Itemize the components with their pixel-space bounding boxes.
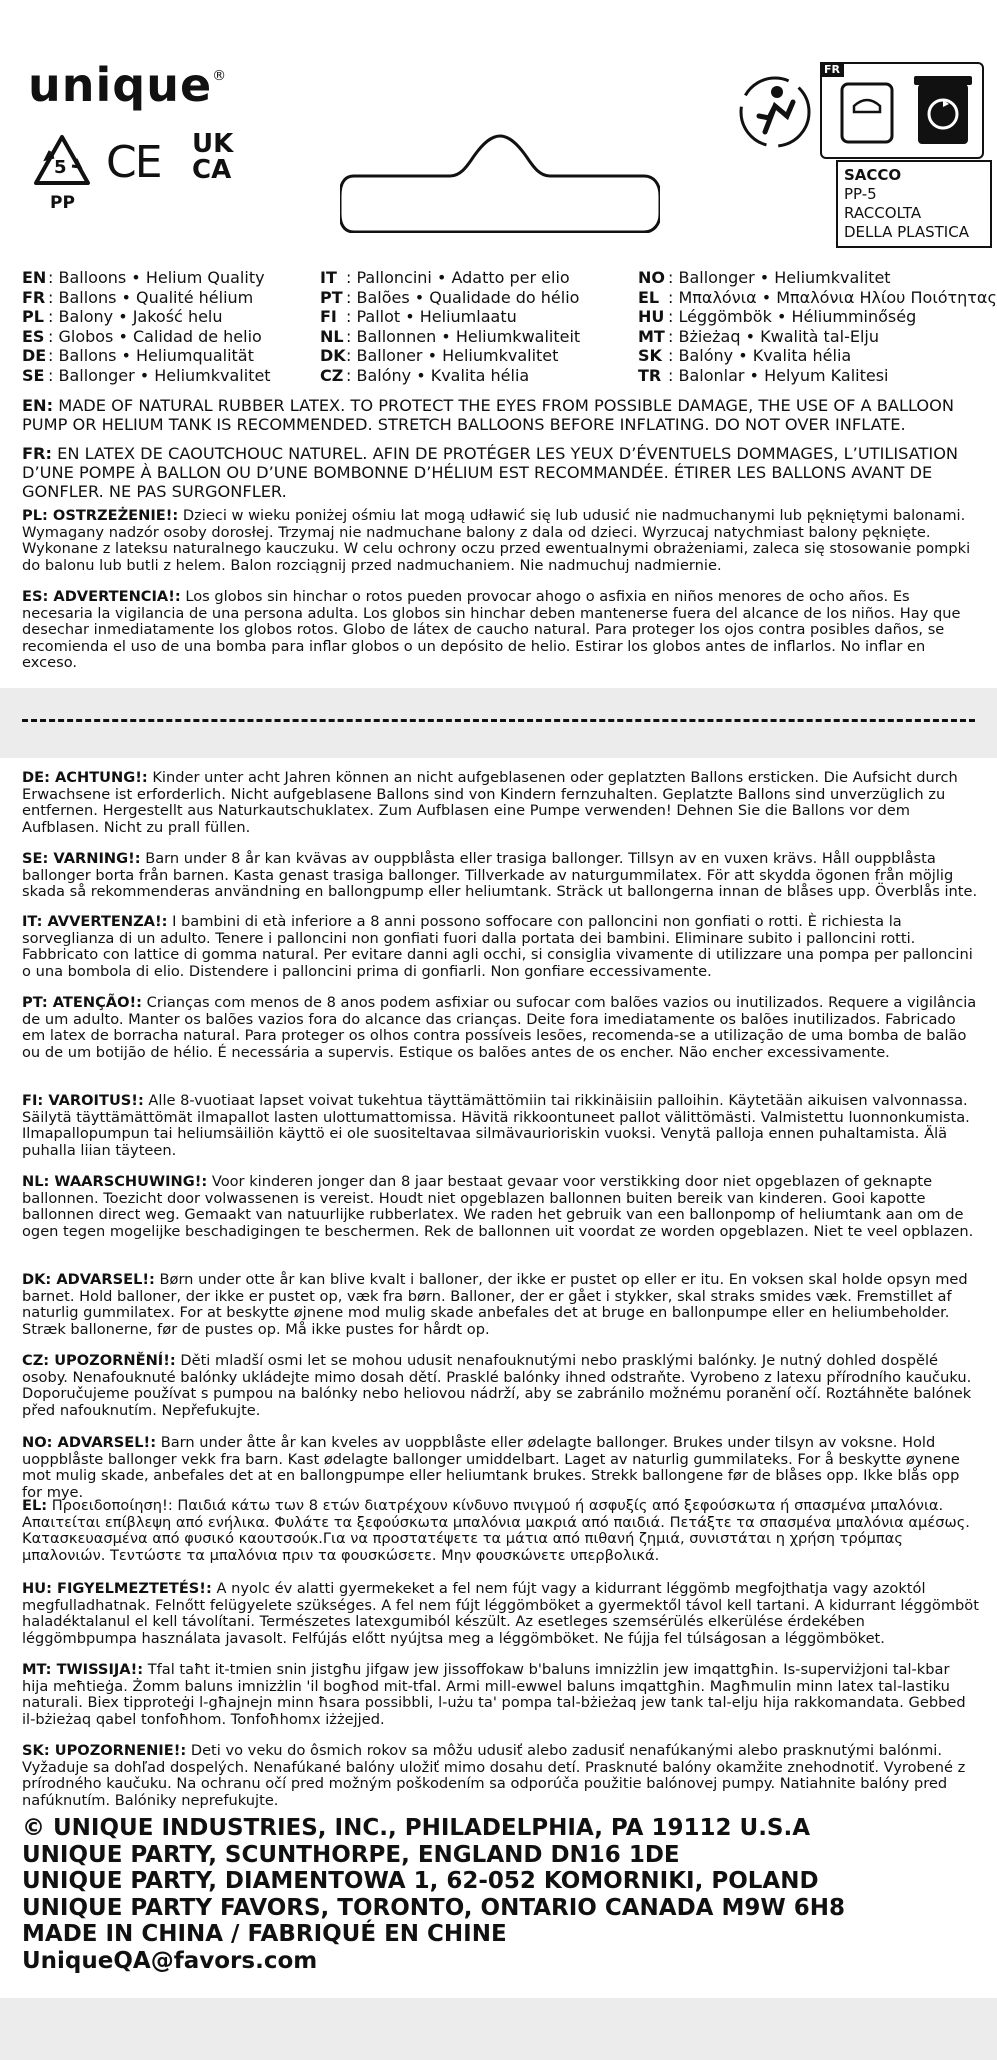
language-row: HU : Léggömbök • Héliumminőség xyxy=(638,307,917,326)
language-row: SE : Ballonger • Heliumkvalitet xyxy=(22,365,271,385)
brand-logo: unique® xyxy=(28,58,228,112)
warning-en: EN: MADE OF NATURAL RUBBER LATEX. TO PROTECT THE EYES FROM POSSIBLE DAMAGE, THE USE OF A BALLOON PUMP OR HELIUM TANK IS RECOMMENDED. STRETCH BALLOONS BEFORE INFLATING. DO NOT OVER INFLATE. xyxy=(22,396,954,434)
contact-email[interactable]: UniqueQA@favors.com xyxy=(22,1947,318,1974)
warning-hu: HU: FIGYELMEZTETÉS!: A nyolc év alatti gyermekeket a fel nem fújt vagy a kidurrant léggömb megfojthatja vagy azoktól megfulladhatnak. Felnőtt felügyelete szükséges. A fel nem fújt léggömböket a gyermektől távol kell tartani. A kidurrant léggömböt haladéktalanul el kell távolítani. Természetes latexgumiból készült. Az esetleges szemsérülés elkerülése érdekében léggömbpumpa használata javasolt. Felfújás előtt nyújtsa meg a léggömböket. Ne fújja fel túlságosan a léggömböket. xyxy=(22,1580,979,1647)
language-row: FR : Ballons • Qualité hélium xyxy=(22,287,254,307)
registered-mark: ® xyxy=(212,68,228,84)
warning-fr: FR: EN LATEX DE CAOUTCHOUC NATUREL. AFIN DE PROTÉGER LES YEUX D’ÉVENTUELS DOMMAGES, L’UTILISATION D’UNE POMPE À BALLON OU D’UNE BOMBONNE D’HÉLIUM EST RECOMMANDÉE. ÉTIRER LES BALLONS AVANT DE GONFLER. NE PAS SURGONFLER. xyxy=(22,444,959,501)
language-row: FI : Pallot • Heliumlaatu xyxy=(320,307,517,326)
warning-de: DE: ACHTUNG!: Kinder unter acht Jahren können an nicht aufgeblasenen oder geplatzten Ballons ersticken. Die Aufsicht durch Erwachsene ist erforderlich. Nicht aufgeblasene Ballons sind von Kindern fernzuhalten. Geplatzte Ballons sind unverzüglich zu entfernen. Hergestellt aus Naturkautschuklatex. Zum Aufblasen eine Pumpe verwenden! Dehnen Sie die Ballons vor dem Aufblasen. Nicht zu prall füllen. xyxy=(22,769,958,836)
warning-pt: PT: ATENÇÃO!: Crianças com menos de 8 anos podem asfixiar ou sufocar com balões vazios ou inutilizados. Requere a vigilância de um adulto. Manter os balões vazios fora do alcance das crianças. Deite fora imediatamente os balões inutilizados. Fabricado em latex de borracha natural. Para proteger os olhos contra possíveis lesões, recomenda-se a utilização de uma bomba de balão ou de um botijão de hélio. É necessária a supervis. Estique os balões antes de os encher. Não encher excessivamente. xyxy=(22,994,977,1061)
language-row: MT : Bżieżaq • Kwalità tal-Elju xyxy=(638,326,879,346)
pouch-icon xyxy=(838,80,896,146)
language-row: NO : Ballonger • Heliumkvalitet xyxy=(638,268,891,287)
warning-nl: NL: WAARSCHUWING!: Voor kinderen jonger dan 8 jaar bestaat gevaar voor verstikking door niet opgeblazen of geknapte ballonnen. Toezicht door volwassenen is vereist. Houdt niet opgeblazen ballonnen buiten bereik van kinderen. Gooi kapotte ballonnen direct weg. Gemaakt van natuurlijke rubberlatex. We raden het gebruik van een ballonpomp of heliumtank aan om de ogen tegen mogelijke beschadigingen te beschermen. Rek de ballonnen uit voordat ze worden opgeblazen. Niet te veel opblazen. xyxy=(22,1173,974,1240)
language-column xyxy=(22,268,271,385)
recycle-material: PP xyxy=(50,193,75,213)
address-line: MADE IN CHINA / FABRIQUÉ EN CHINE xyxy=(22,1921,507,1947)
language-column xyxy=(320,268,580,385)
ukca-mark: UK CA xyxy=(192,129,234,185)
language-row: PL : Balony • Jakość helu xyxy=(22,307,223,326)
language-row: PT : Balões • Qualidade do hélio xyxy=(320,287,580,307)
language-column xyxy=(638,268,997,385)
sorting-country-tag: FR xyxy=(820,62,844,77)
address-line: UNIQUE PARTY FAVORS, TORONTO, ONTARIO CANADA M9W 6H8 xyxy=(22,1894,846,1921)
address-line: UNIQUE PARTY, SCUNTHORPE, ENGLAND DN16 1DE xyxy=(22,1841,680,1868)
balloon-size-outline-icon xyxy=(340,128,660,233)
language-row: ES : Globos • Calidad de helio xyxy=(22,326,262,346)
language-row: CZ : Balóny • Kvalita hélia xyxy=(320,365,530,385)
recycle-code: 5 xyxy=(54,157,67,178)
warning-fi: FI: VAROITUS!: Alle 8-vuotiaat lapset voivat tukehtua täyttämättömiin tai rikkinäisiin palloihin. Käytetään aikuisen valvonnassa. Säilytä täyttämättömät ilmapallot lasten ulottumattomissa. Hävitä rikkoontuneet pallot välittömästi. Valmistettu luonnonkumista. Ilmapallopumpun tai heliumsäiliön käyttö ei ole suositeltavaa silmävaurioriskin vuoksi. Venytä palloja ennen puhaltamista. Älä puhalla liian täyteen. xyxy=(22,1092,970,1159)
language-row: DK: Balloner • Heliumkvalitet xyxy=(320,346,559,365)
warning-dk: DK: ADVARSEL!: Børn under otte år kan blive kvalt i balloner, der ikke er pustet op eller er itu. En voksen skal holde opsyn med barnet. Hold balloner, der ikke er pustet op, væk fra børn. Balloner, der er gået i stykker, skal straks smides væk. Fremstillet af naturlig gummilatex. For at beskytte øjnene mod mulig skade anbefales det at bruge en ballonpumpe eller en heliumbeholder. Stræk ballonerne, før de pustes op. Må ikke pustes for hårdt op. xyxy=(22,1271,968,1338)
fold-gap xyxy=(0,688,997,758)
warning-no: NO: ADVARSEL!: Barn under åtte år kan kveles av uoppblåste eller ødelagte ballonger. Brukes under tilsyn av voksne. Hold uoppblåste ballonger vekk fra barn. Kast ødelagte ballonger umiddelbart. Laget av naturlig gummilateks. For å beskytte øynene mot mulig skade, anbefales det at en ballongpumpe eller heliumtank brukes. Strekk ballongene før de blåses opp. Ikke blås opp for mye. xyxy=(22,1434,960,1501)
sorting-instructions: SACCO PP-5 RACCOLTA DELLA PLASTICA xyxy=(836,160,992,248)
address-line: UNIQUE PARTY, DIAMENTOWA 1, 62-052 KOMORNIKI, POLAND xyxy=(22,1868,819,1894)
ce-mark: CE xyxy=(106,137,161,188)
sorting-box xyxy=(820,62,984,159)
language-row: EN : Balloons • Helium Quality xyxy=(22,268,265,287)
language-row: NL : Ballonnen • Heliumkwaliteit xyxy=(320,326,581,346)
warning-it: IT: AVVERTENZA!: I bambini di età inferiore a 8 anni possono soffocare con palloncini non gonfiati o rotti. È richiesta la sorveglianza di un adulto. Tenere i palloncini non gonfiati fuori dalla portata dei bambini. Eliminare subito i palloncini rotti. Fabbricato con lattice di gomma natural. Per evitare danni agli occhi, si consiglia vivamente di utilizzare una pompa per palloncini o una bombola di elio. Distendere i palloncini prima di gonfiarli. Non gonfiare eccessivamente. xyxy=(22,913,973,980)
language-row: TR : Balonlar • Helyum Kalitesi xyxy=(638,365,889,385)
language-row: IT : Palloncini • Adatto per elio xyxy=(320,268,570,287)
cut-line xyxy=(22,719,975,722)
footer-strip xyxy=(0,1998,997,2060)
label-top-panel xyxy=(0,0,997,688)
warning-pl: PL: OSTRZEŻENIE!: Dzieci w wieku poniżej ośmiu lat mogą udławić się lub udusić nie nadmuchanymi lub pękniętymi balonami. Wymagany nadzór osoby dorosłej. Trzymaj nie nadmuchane balony z dala od dzieci. Wyrzucaj natychmiast balony pęknięte. Wykonane z lateksu naturalnego kauczuku. W celu ochrony oczu przed ewentualnymi obrażeniami, zaleca się stosowanie pompki do balonu lub butli z helem. Balon rozciągnij przed nadmuchaniem. Nie nadmuchuj nadmiernie. xyxy=(22,507,971,574)
recycling-bin-icon xyxy=(912,70,974,148)
address-line: © UNIQUE INDUSTRIES, INC., PHILADELPHIA, PA 19112 U.S.A xyxy=(22,1815,811,1841)
language-row: EL : Μπαλόνια • Μπαλόνια Ηλίου Ποιότητας xyxy=(638,287,997,307)
language-row: SK : Balóny • Kvalita hélia xyxy=(638,346,852,365)
warning-mt: MT: TWISSIJA!: Tfal taħt it-tmien snin jistgħu jifgaw jew jissoffokaw b'baluns imnizżlin jew imqattgħin. Is-superviżjoni tal-kbar hija meħtieġa. Żomm baluns imnizżlin 'il bogħod mit-tfal. Armi mill-ewwel baluns imqattgħin. Magħmulin minn latex tal-lastiku naturali. Biex tipproteġi l-għajnejn minn ħsara possibbli, l-użu ta' pompa tal-bżieżaq jew tank tal-elju hija rakkomandata. Gebbed il-bżieżaq qabel tonfoħhom. Tonfoħhomx iżżejjed. xyxy=(22,1661,966,1728)
recycling-person-icon xyxy=(735,72,815,152)
warning-es: ES: ADVERTENCIA!: Los globos sin hinchar o rotos pueden provocar ahogo o asfixia en niños menores de ocho años. Es necesaria la vigilancia de una persona adulta. Los globos sin hinchar deben mantenerse fuera del alcance de los niños. Hay que desechar inmediatamente los globos rotos. Globo de látex de caucho natural. Para proteger los ojos contra posibles daños, se recomienda el uso de una bomba para inflar globos o un depósito de helio. Estirar los globos antes de inflarlos. No inflar en exceso. xyxy=(22,588,961,672)
warning-se: SE: VARNING!: Barn under 8 år kan kvävas av ouppblåsta eller trasiga ballonger. Tillsyn av en vuxen krävs. Håll ouppblåsta ballonger borta från barnen. Kasta genast trasiga ballonger. Tillverkade av naturgummilatex. För att skydda ögonen från möjlig skada så rekommenderas användning en ballongpump eller heliumtank. Sträck ut ballongerna innan de blåses upp. Överblås inte. xyxy=(22,850,978,901)
warning-cz: CZ: UPOZORNĚNÍ!: Děti mladší osmi let se mohou udusit nenafouknutými nebo prasklými balónky. Je nutný dohled dospělé osoby. Nenafouknuté balónky ukládejte mimo dosah dětí. Prasklé balónky ihned odstraňte. Vyrobeno z latexu přírodního kaučuku. Doporučujeme používat s pumpou na balónky nebo heliovou nádrží, aby se zabránilo možnému poranění očí. Roztáhněte balónek před nafouknutím. Nepřefukujte. xyxy=(22,1352,972,1419)
warning-el: EL: Προειδοποίηση!: Παιδιά κάτω των 8 ετών διατρέχουν κίνδυνο πνιγμού ή ασφυξίς από ξεφούσκωτα ή σπασμένα μπαλόνια. Απαιτείται επίβλεψη από ενήλικα. Φυλάτε τα ξεφούσκωτα μπαλόνια μακριά από παιδιά. Πετάξτε τα σπασμένα μπαλόνια αμέσως. Κατασκευασμένα από φυσικό καουτσούκ.Για να προστατέψετε τα μάτια από πιθανή ζημιά, συνιστάται η χρήση τρόμπας μπαλονιών. Τεντώστε τα μπαλόνια πριν τα φουσκώσετε. Μην φουσκώνετε υπερβολικά. xyxy=(22,1497,970,1564)
language-row: DE : Ballons • Heliumqualität xyxy=(22,346,254,365)
warning-sk: SK: UPOZORNENIE!: Deti vo veku do ôsmich rokov sa môžu udusiť alebo zadusiť nenafúkanými alebo prasknutými balónmi. Vyžaduje sa dohľad dospelých. Nenafúkané balóny uložiť mimo dosahu detí. Prasknuté balóny okamžite znehodnotiť. Vyrobené z prírodného kaučuku. Na ochranu očí pred možným poškodením sa odporúča použitie balónovej pumpy. Natiahnite balóny pred nafúknutím. Balóniky neprefukujte. xyxy=(22,1742,966,1809)
recycle-pp-icon xyxy=(30,131,94,211)
company-addresses xyxy=(22,1815,845,1974)
